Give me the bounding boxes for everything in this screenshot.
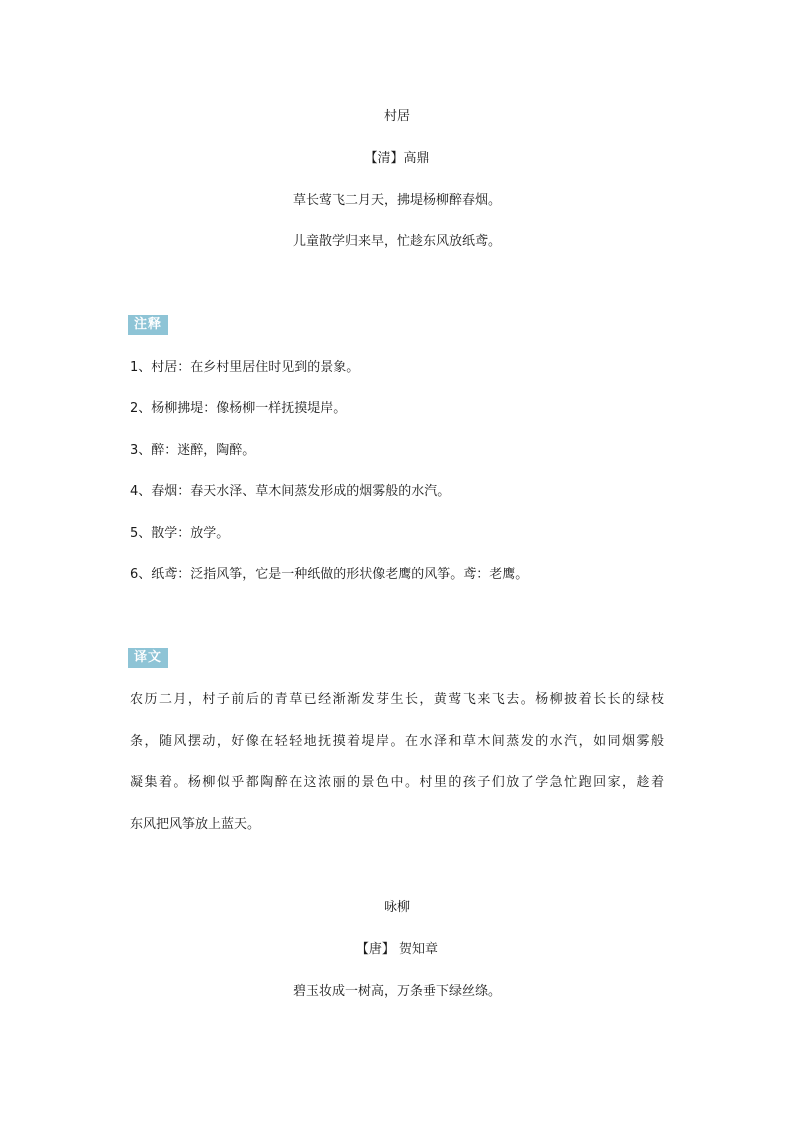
note-item-2: 2、杨柳拂堤：像杨柳一样抚摸堤岸。 [130, 401, 347, 416]
note-item-4: 4、春烟：春天水泽、草木间蒸发形成的烟雾般的水汽。 [130, 484, 451, 499]
poem2-author: 【唐】 贺知章 [355, 942, 439, 957]
poem1-title: 村居 [383, 109, 410, 124]
translation-line-3: 凝集着。杨柳似乎都陶醉在这浓丽的景色中。村里的孩子们放了学急忙跑回家，趁着 [130, 775, 664, 790]
poem2-title: 咏柳 [383, 900, 410, 915]
note-item-1: 1、村居：在乡村里居住时见到的景象。 [130, 360, 360, 375]
notes-label: 注释 [128, 315, 168, 335]
translation-line-2: 条，随风摆动，好像在轻轻地抚摸着堤岸。在水泽和草木间蒸发的水汽，如同烟雾般 [130, 734, 664, 749]
translation-line-4: 东风把风筝放上蓝天。 [130, 817, 261, 832]
poem1-line-1: 草长莺飞二月天，拂堤杨柳醉春烟。 [292, 193, 501, 208]
poem1-author: 【清】高鼎 [364, 151, 430, 166]
note-item-5: 5、散学：放学。 [130, 526, 230, 541]
note-item-6: 6、纸鸢：泛指风筝，它是一种纸做的形状像老鹰的风筝。鸢：老鹰。 [130, 567, 529, 582]
translation-line-1: 农历二月，村子前后的青草已经渐渐发芽生长，黄莺飞来飞去。杨柳披着长长的绿枝 [130, 692, 664, 707]
poem1-line-2: 儿童散学归来早，忙趁东风放纸鸢。 [292, 234, 501, 249]
translation-label: 译文 [128, 648, 168, 668]
poem2-line-1: 碧玉妆成一树高，万条垂下绿丝绦。 [292, 984, 501, 999]
note-item-3: 3、醉：迷醉，陶醉。 [130, 443, 256, 458]
